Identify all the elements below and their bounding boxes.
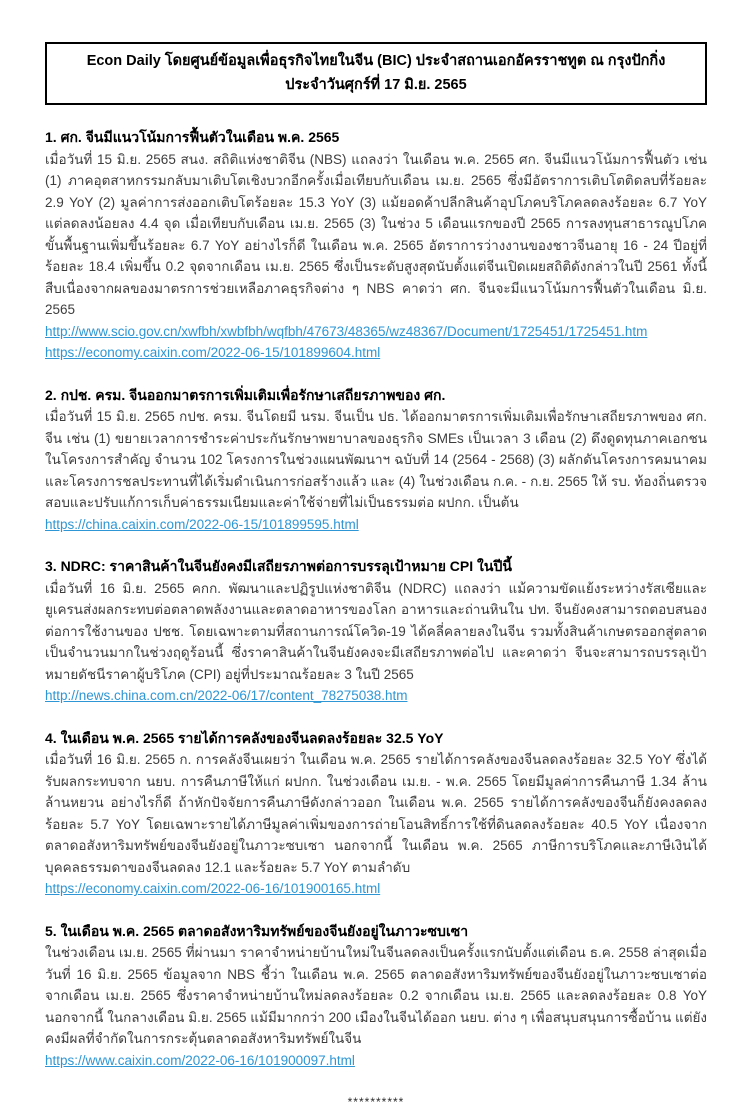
section-5-body: ในช่วงเดือน เม.ย. 2565 ที่ผ่านมา ราคาจำหน่ายบ้านใหม่ในจีนลดลงเป็นครั้งแรกนับตั้งแต่เดือน ธ.ค. 2558 ล่าสุดเมื่อวันที่ 16 มิ.ย. 2565 ข้อมูลจาก NBS ชี้ว่า ในเดือน พ.ค. 2565 ตลาดอสังหาริมทรัพย์ของจีนยังอยู่ในภาวะซบเซาต่อจากเดือน เม.ย. 2565 ซึ่งราคาจำหน่ายบ้านใหม่ลดลงร้อยละ 0.2 จากเดือน เม.ย. 2565 และลดลงร้อยละ 0.8 YoY นอกจากนี้ ในกลางเดือน มิ.ย. 2565 แม้มีมากกว่า 200 เมืองในจีนได้ออก นยบ. ต่าง ๆ เพื่อสนุบสนุนการซื้อบ้าน แต่ยังคงมีผลที่จำกัดในการกระตุ้นตลาดอสังหาริมทรัพย์ในจีน: [45, 945, 707, 1046]
footer-separator: **********: [347, 1095, 405, 1109]
section-5-links: [45, 1050, 707, 1072]
section-3-body: เมื่อวันที่ 16 มิ.ย. 2565 คกก. พัฒนาและปฏิรูปแห่งชาติจีน (NDRC) แถลงว่า แม้ความขัดแย้งระหว่างรัสเซียและยูเครนส่งผลกระทบต่อตลาดพลังงานและตลาดอาหารของโลก อาหารและถ่านหินใน ปท. จีนยังคงสามารถตอบสนองต่อการใช้งานของ ปชช. โดยเฉพาะตามที่สถานการณ์โควิด-19 ได้คลี่คลายลงในจีน รวมทั้งสินค้าเกษตรออกสู่ตลาดเป็นจำนวนมากในช่วงฤดูร้อนนี้ ซึ่งราคาสินค้าในจีนยังคงจะมีเสถียรภาพต่อไป และคาดว่า จีนจะสามารถบรรลุเป้าหมายดัชนีราคาผู้บริโภค (CPI) อยู่ที่ประมาณร้อยละ 3 ในปี 2565: [45, 580, 707, 682]
section-2-body: เมื่อวันที่ 15 มิ.ย. 2565 กปช. ครม. จีนโดยมี นรม. จีนเป็น ปธ. ได้ออกมาตรการเพิ่มเติมเพื่อรักษาเสถียรภาพของ ศก. จีน เช่น (1) ขยายเวลาการชำระค่าประกันรักษาพยาบาลของธุรกิจ SMEs เป็นเวลา 3 เดือน (2) ดึงดูดทุนภาคเอกชนในโครงการสำคัญ จำนวน 102 โครงการในช่วงแผนพัฒนาฯ ฉบับที่ 14 (2564 - 2568) (3) ผลักดันโครงการคมนาคมและโครงการชลประทานที่ได้เริ่มดำเนินการก่อสร้างแล้ว และ (4) ในช่วงเดือน ก.ค. - ก.ย. 2565 ให้ รบ. ท้องถิ่นตรวจสอบและปรับแก้การเก็บค่าธรรมเนียมและค่าใช้จ่ายที่ไม่เป็นธรรมต่อ ผปกก. เป็นต้น: [45, 409, 707, 510]
section-1-body: เมื่อวันที่ 15 มิ.ย. 2565 สนง. สถิติแห่งชาติจีน (NBS) แถลงว่า ในเดือน พ.ค. 2565 ศก. จีนมีแนวโน้มการฟื้นตัว เช่น (1) ภาคอุตสาหกรรมกลับมาเติบโตเชิงบวกอีกครั้งเมื่อเทียบกับเดือน เม.ย. 2565 ซึ่งมีอัตราการเติบโตติดลบที่ร้อยละ 2.9 YoY (2) มูลค่าการส่งออกเติบโตร้อยละ 15.3 YoY (3) แม้ยอดค้าปลีกสินค้าอุปโภคบริโภคลดลงร้อยละ 6.7 YoY แต่ลดลงน้อยลง 4.4 จุด เมื่อเทียบกับเดือน เม.ย. 2565 (3) ในช่วง 5 เดือนแรกของปี 2565 การลงทุนสาธารณูปโภคขั้นพื้นฐานเพิ่มขึ้นร้อยละ 6.7 YoY อย่างไรก็ดี ในเดือน พ.ค. 2565 อัตราการว่างงานของชาวจีนอายุ 16 - 24 ปีอยู่ที่ร้อยละ 18.4 เพิ่มขึ้น 0.2 จุดจากเดือน เม.ย. 2565 ซึ่งเป็นระดับสูงสุดนับตั้งแต่จีนเปิดเผยสถิติดังกล่าวในปี 2561 ทั้งนี้ สืบเนื่องจากผลของมาตรการช่วยเหลือภาคธุรกิจต่าง ๆ NBS คาดว่า ศก. จีนจะมีแนวโน้มการฟื้นตัวในเดือน มิ.ย. 2565: [45, 151, 707, 317]
section-2-links: [45, 514, 707, 536]
section-3-link-1[interactable]: http://news.china.com.cn/2022-06/17/content_78275038.htm: [45, 688, 408, 703]
section-1-link-2[interactable]: https://economy.caixin.com/2022-06-15/101899604.html: [45, 345, 381, 360]
header-date: ประจำวันศุกร์ที่ 17 มิ.ย. 2565: [285, 77, 467, 93]
news-section-3: [45, 556, 707, 707]
section-2-link-1[interactable]: https://china.caixin.com/2022-06-15/101899595.html: [45, 516, 359, 532]
section-3-heading: 3. NDRC: ราคาสินค้าในจีนยังคงมีเสถียรภาพต่อการบรรลุเป้าหมาย CPI ในปีนี้: [45, 558, 512, 574]
section-4-links: [45, 878, 707, 900]
section-5-heading: 5. ในเดือน พ.ค. 2565 ตลาดอสังหาริมทรัพย์ของจีนยังอยู่ในภาวะซบเซา: [45, 922, 469, 939]
header-title: Econ Daily โดยศูนย์ข้อมูลเพื่อธุรกิจไทยในจีน (BIC) ประจำสถานเอกอัครราชทูต ณ กรุงปักกิ่ง: [86, 53, 666, 69]
news-section-2: [45, 385, 707, 536]
section-5-link-1[interactable]: https://www.caixin.com/2022-06-16/101900097.html: [45, 1052, 355, 1068]
section-4-body: เมื่อวันที่ 16 มิ.ย. 2565 ก. การคลังจีนเผยว่า ในเดือน พ.ค. 2565 รายได้การคลังของจีนลดลงร้อยละ 32.5 YoY ซึ่งได้รับผลกระทบจาก นยบ. การคืนภาษีให้แก่ ผปกก. ในช่วงเดือน เม.ย. - พ.ค. 2565 โดยมีมูลค่าการคืนภาษี 1.34 ล้านล้านหยวน อย่างไรก็ดี ถ้าหักปัจจัยการคืนภาษีดังกล่าวออก ในเดือน พ.ค. 2565 รายได้การคลังของจีนก็ยังคงลดลงร้อยละ 5.7 YoY โดยเฉพาะรายได้ภาษีมูลค่าเพิ่มของการถ่ายโอนสิทธิ์การใช้ที่ดินลดลงร้อยละ 40.5 YoY เนื่องจากตลาดอสังหาริมทรัพย์ของจีนยังอยู่ในภาวะซบเซา นอกจากนี้ ในเดือน พ.ค. 2565 ภาษีการบริโภคและภาษีเงินได้บุคคลธรรมดาของจีนลดลง 12.1 และร้อยละ 5.7 YoY ตามลำดับ: [45, 752, 707, 875]
section-1-links: [45, 321, 707, 364]
news-section-5: [45, 921, 707, 1072]
section-4-link-1[interactable]: https://economy.caixin.com/2022-06-16/101900165.html: [45, 881, 381, 896]
section-2-heading: 2. กปช. ครม. จีนออกมาตรการเพิ่มเติมเพื่อรักษาเสถียรภาพของ ศก.: [45, 386, 446, 403]
section-1-heading: 1. ศก. จีนมีแนวโน้มการฟื้นตัวในเดือน พ.ค. 2565: [45, 129, 340, 145]
section-4-heading: 4. ในเดือน พ.ค. 2565 รายได้การคลังของจีนลดลงร้อยละ 32.5 YoY: [45, 729, 444, 746]
news-section-4: [45, 728, 707, 900]
section-3-links: [45, 685, 707, 707]
document-header: [45, 42, 707, 105]
section-1-link-1[interactable]: http://www.scio.gov.cn/xwfbh/xwbfbh/wqfbh/47673/48365/wz48367/Document/1725451/1725451.htm: [45, 323, 648, 339]
news-section-1: [45, 127, 707, 364]
